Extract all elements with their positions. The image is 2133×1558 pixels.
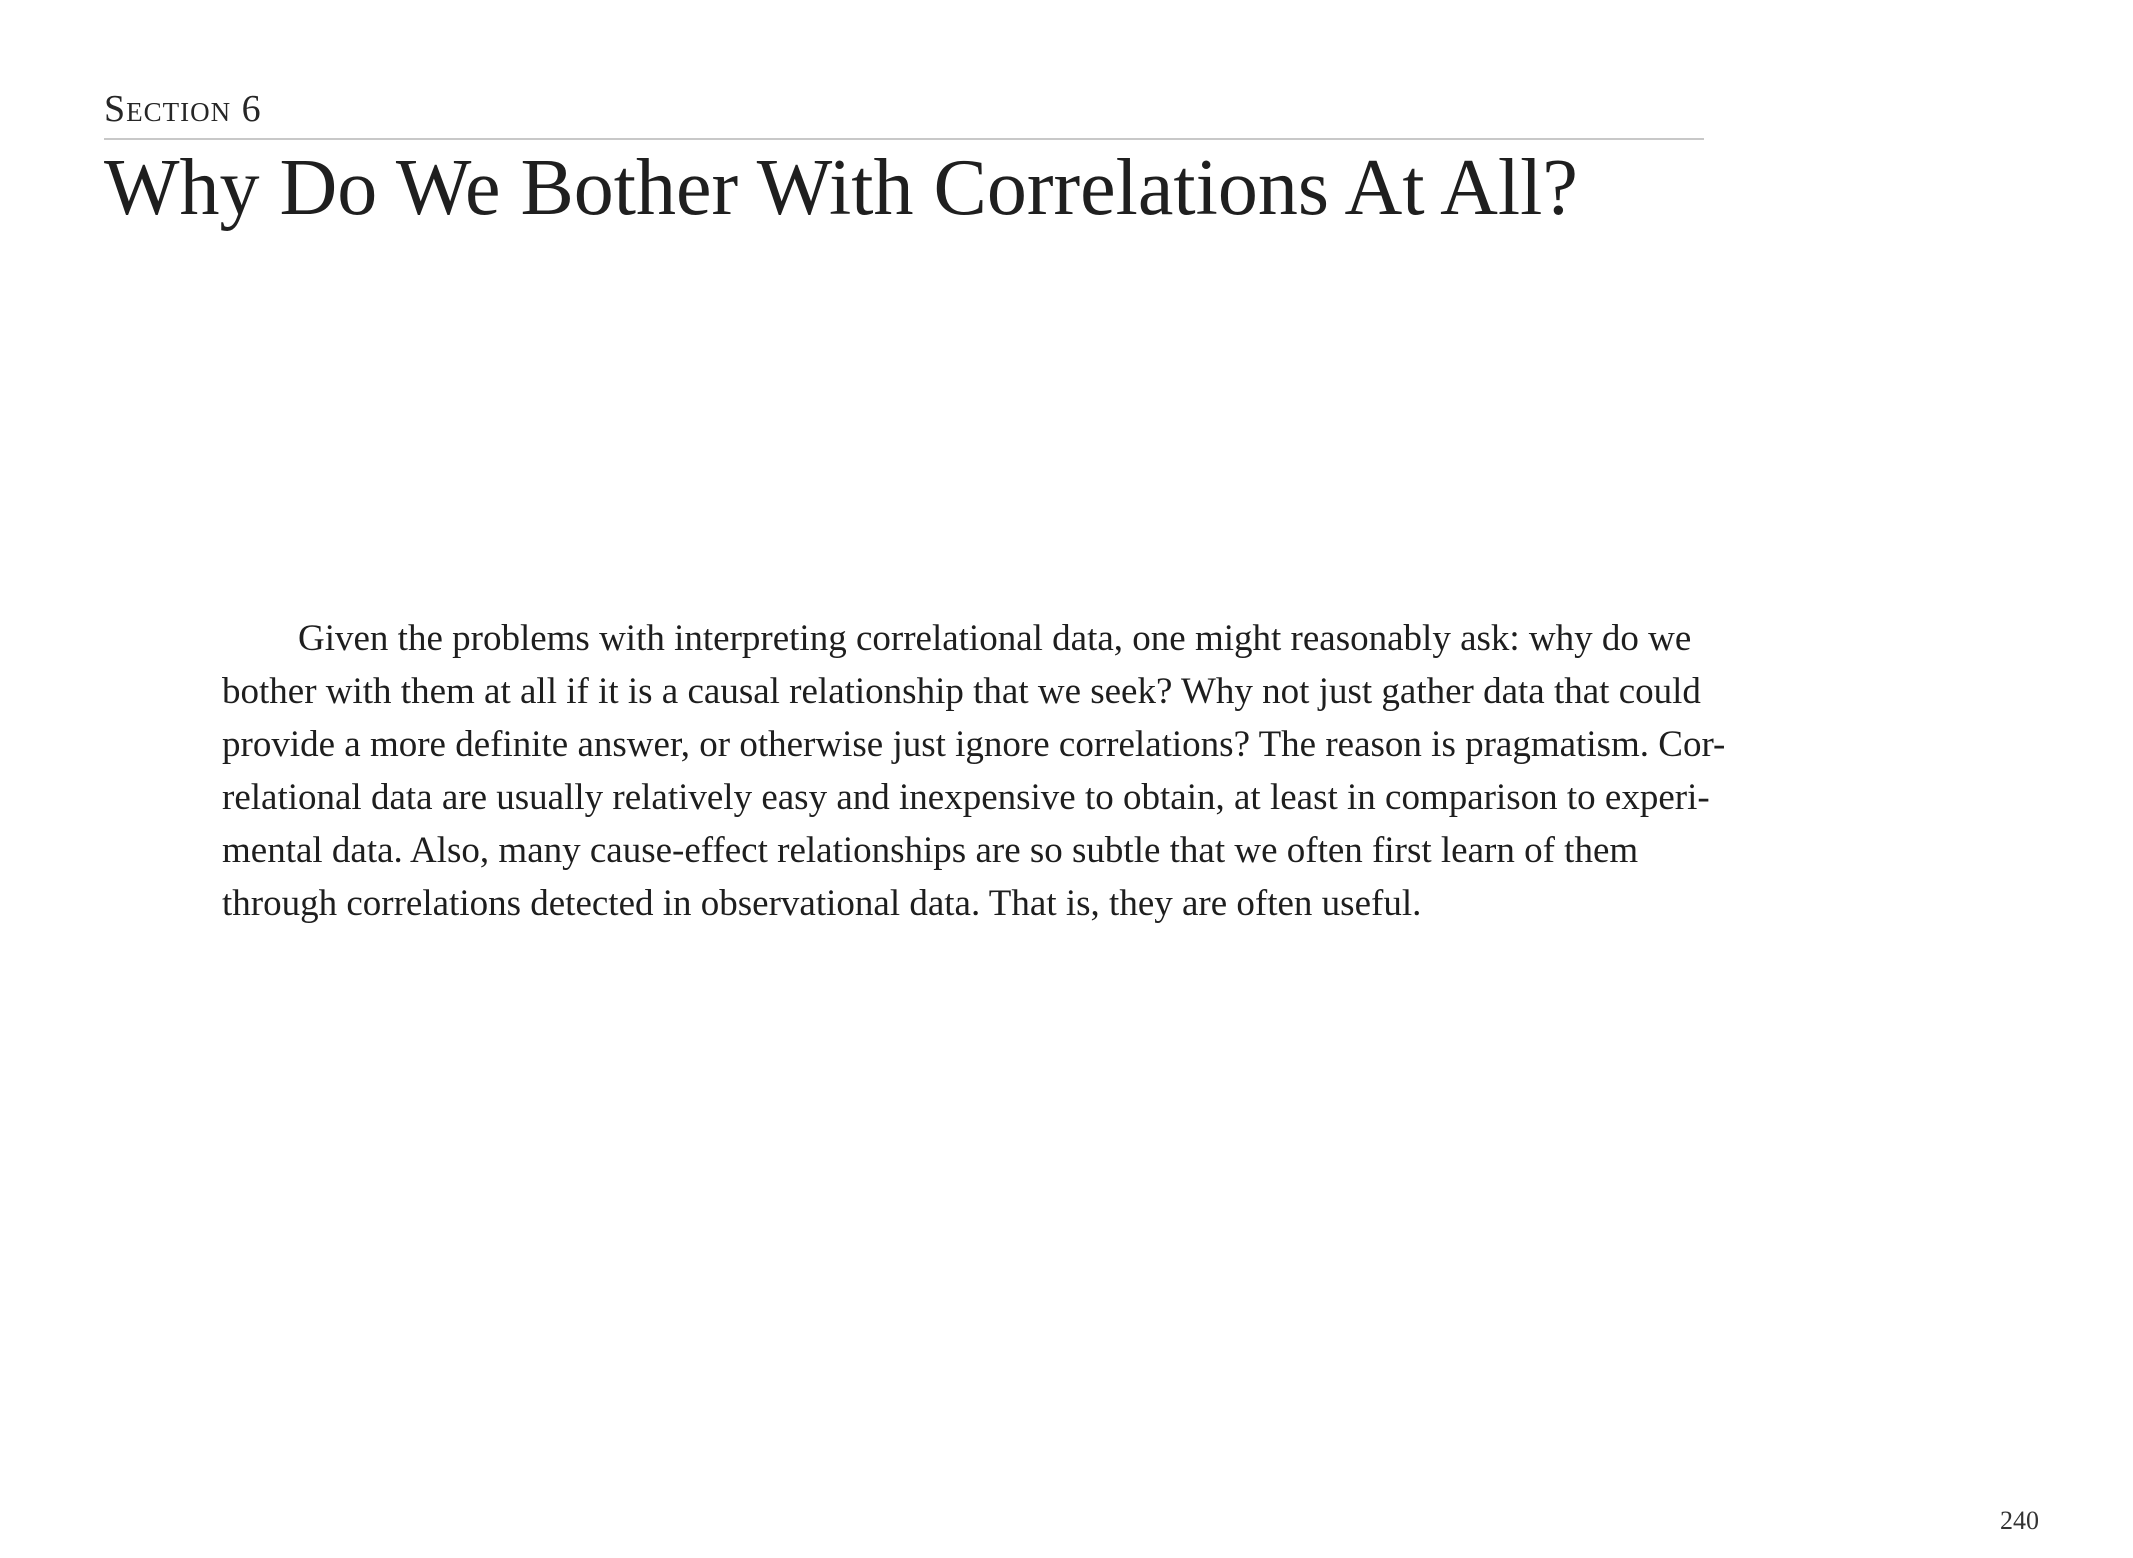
paragraph-line: Given the problems with interpreting correlational data, one might reasonably ask: why do we bbox=[298, 618, 1692, 659]
paragraph-line: mental data. Also, many cause-effect relationships are so subtle that we often first learn of them bbox=[222, 830, 1639, 871]
paragraph-line: bother with them at all if it is a causal relationship that we seek? Why not just gather data that could bbox=[222, 671, 1701, 712]
page-title: Why Do We Bother With Correlations At All? bbox=[104, 144, 1578, 232]
section-label: Section 6 bbox=[104, 88, 262, 130]
paragraph-line: provide a more definite answer, or otherwise just ignore correlations? The reason is pragmatism. Cor- bbox=[222, 724, 1726, 765]
paragraph-line: through correlations detected in observational data. That is, they are often useful. bbox=[222, 883, 1422, 924]
body-paragraph bbox=[222, 612, 1922, 930]
page-number: 240 bbox=[2000, 1506, 2039, 1535]
paragraph-line: relational data are usually relatively easy and inexpensive to obtain, at least in comparison to experi- bbox=[222, 777, 1710, 818]
